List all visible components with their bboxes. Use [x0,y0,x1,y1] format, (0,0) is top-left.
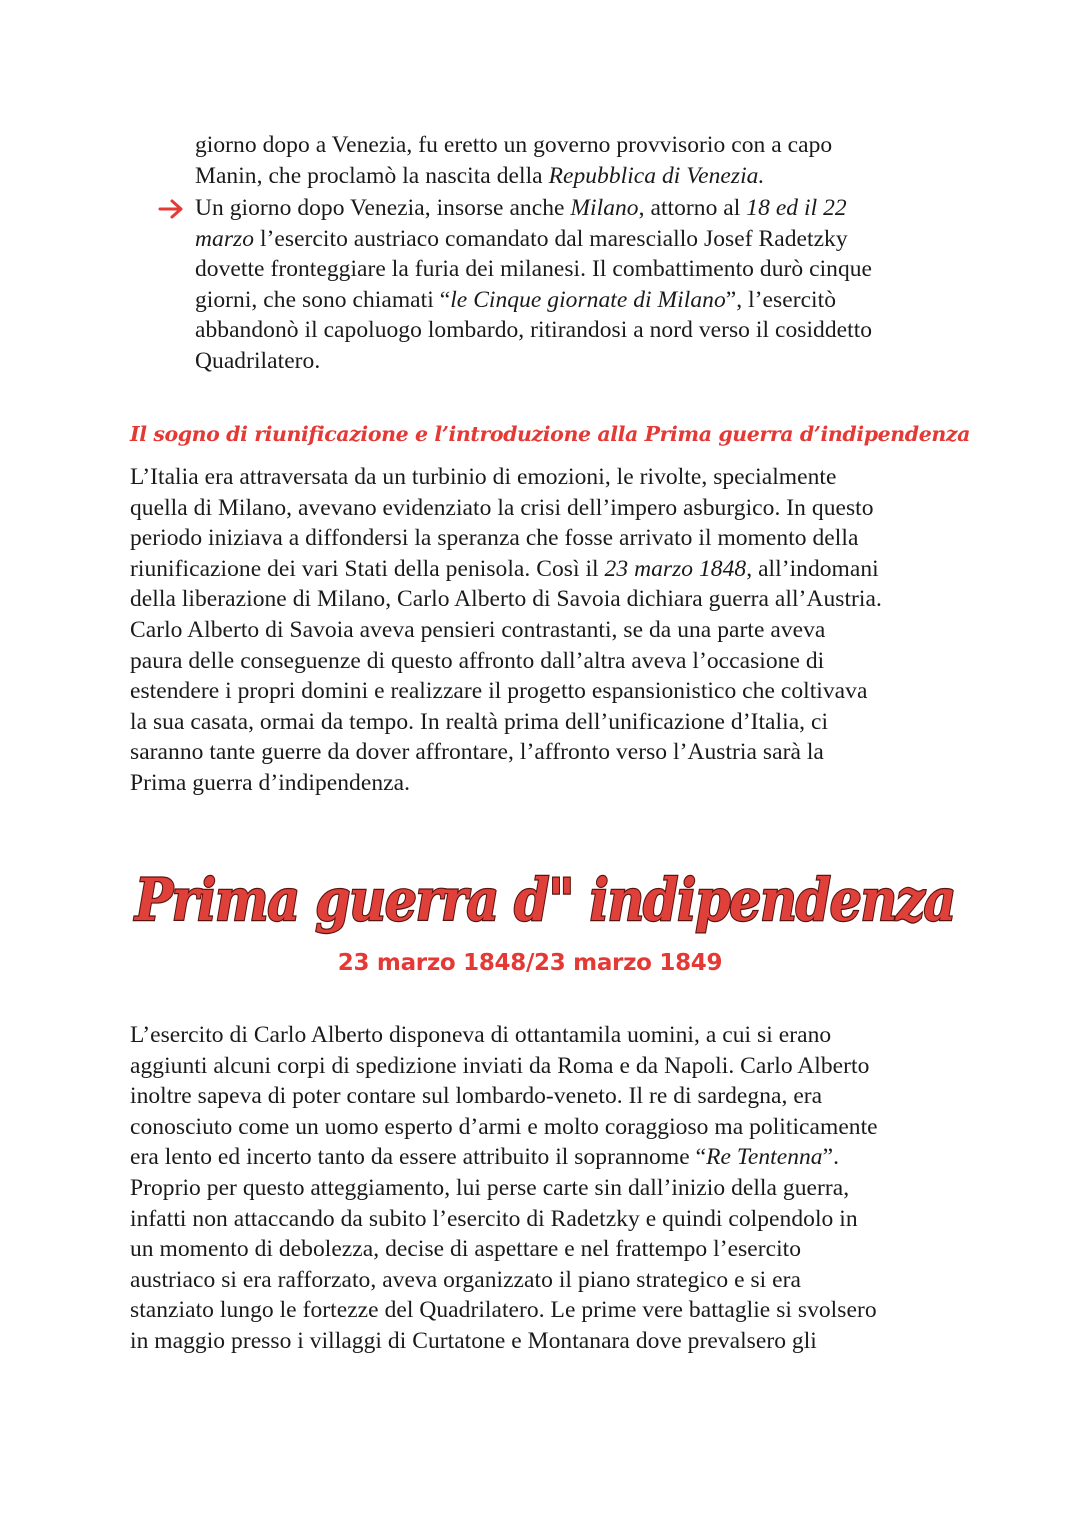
final-line: austriaco si era rafforzato, aveva organizzato il piano strategico e si era [130,1266,802,1293]
big-title [130,858,960,948]
final-line: Proprio per questo atteggiamento, lui perse carte sin dall’inizio della guerra, [130,1174,850,1201]
intro-line-2: Manin, che proclamò la nascita della Repubblica di Venezia. [195,162,765,189]
bullet-text [195,193,985,377]
section-line: Prima guerra d’indipendenza. [130,769,411,796]
final-line: era lento ed incerto tanto da essere attribuito il soprannome “Re Tentenna”. [130,1144,839,1171]
section-heading: Il sogno di riunificazione e l’introduzione alla Prima guerra d’indipendenza [130,422,971,446]
section-line: saranno tante guerre da dover affrontare, l’affronto verso l’Austria sarà la [130,739,824,766]
section-line: della liberazione di Milano, Carlo Alberto di Savoia dichiara guerra all’Austria. [130,586,882,613]
bullet-line-2: marzo l’esercito austriaco comandato dal maresciallo Josef Radetzky [195,225,848,252]
section-line: periodo iniziava a diffondersi la speranza che fosse arrivato il momento della [130,525,859,552]
big-title-graphic [130,858,960,948]
intro-line-1: giorno dopo a Venezia, fu eretto un governo provvisorio con a capo [195,132,833,158]
bullet-line-4: giorni, che sono chiamati “le Cinque giornate di Milano”, l’esercitò [195,286,837,313]
final-line: infatti non attaccando da subito l’esercito di Radetzky e quindi colpendolo in [130,1205,858,1232]
section-line: L’Italia era attraversata da un turbinio di emozioni, le rivolte, specialmente [130,464,837,490]
section-paragraph [130,462,960,799]
final-line: in maggio presso i villaggi di Curtatone e Montanara dove prevalsero gli [130,1327,817,1354]
section-line: riunificazione dei vari Stati della penisola. Così il 23 marzo 1848, all’indomani [130,555,879,582]
bullet-line-1: Un giorno dopo Venezia, insorse anche Milano, attorno al 18 ed il 22 [195,195,847,221]
big-title-text: Prima guerra d" indipendenza [133,866,956,934]
final-line: aggiunti alcuni corpi di spedizione inviati da Roma e da Napoli. Carlo Alberto [130,1052,870,1079]
bullet-line-5: abbandonò il capoluogo lombardo, ritirandosi a nord verso il cosiddetto [195,317,873,344]
section-line: la sua casata, ormai da tempo. In realtà prima dell’unificazione d’Italia, ci [130,708,829,735]
final-paragraph [130,1020,960,1357]
section-line: paura delle conseguenze di questo affronto dall’altra aveva l’occasione di [130,647,825,674]
section-line: quella di Milano, avevano evidenziato la crisi dell’impero asburgico. In questo [130,494,874,521]
section-line: Carlo Alberto di Savoia aveva pensieri contrastanti, se da una parte aveva [130,616,826,643]
section-line: estendere i propri domini e realizzare il progetto espansionistico che coltivava [130,678,868,705]
final-line: conosciuto come un uomo esperto d’armi e molto coraggioso ma politicamente [130,1113,878,1140]
final-line: inoltre sapeva di poter contare sul lombardo-veneto. Il re di sardegna, era [130,1083,823,1110]
bullet-line-3: dovette fronteggiare la furia dei milanesi. Il combattimento durò cinque [195,256,873,283]
date-range-subtitle: 23 marzo 1848/23 marzo 1849 [337,950,723,976]
final-line: L’esercito di Carlo Alberto disponeva di ottantamila uomini, a cui si erano [130,1022,832,1048]
repubblica-venezia: Repubblica di Venezia. [548,162,765,189]
final-line: un momento di debolezza, decise di aspettare e nel frattempo l’esercito [130,1236,802,1263]
arrow-right-icon [158,197,186,221]
bullet-line-6: Quadrilatero. [195,347,321,374]
intro-paragraph [195,130,995,191]
final-line: stanziato lungo le fortezze del Quadrilatero. Le prime vere battaglie si svolsero [130,1297,877,1324]
